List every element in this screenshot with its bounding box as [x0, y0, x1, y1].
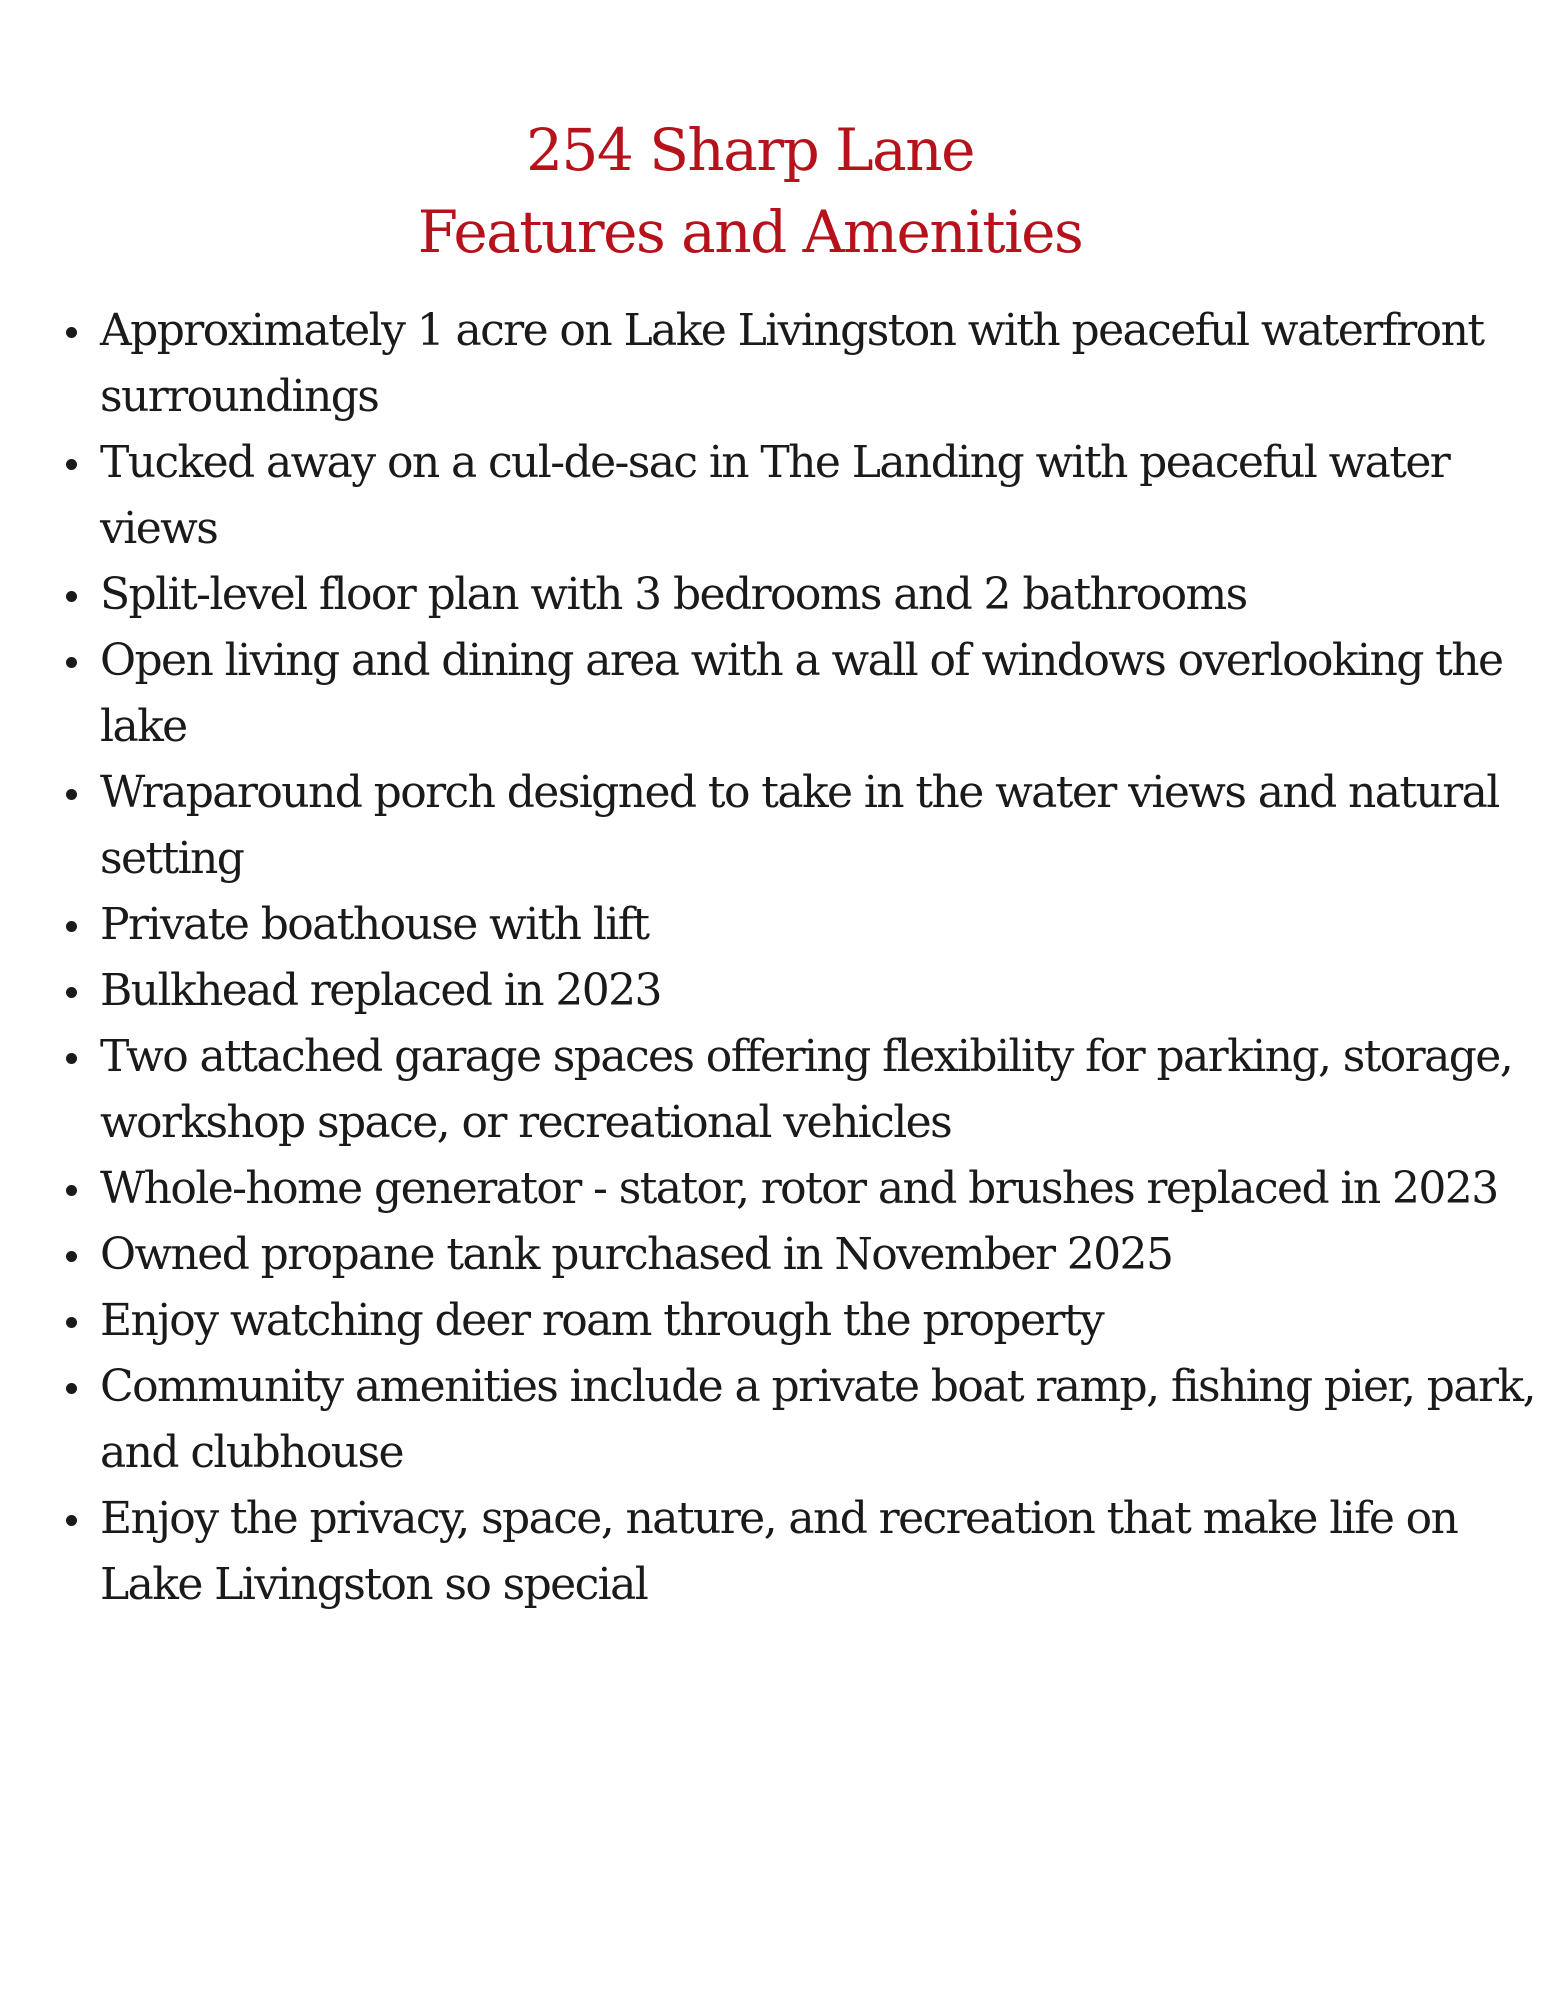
list-item: [100, 562, 1540, 628]
bullet-icon: [66, 789, 77, 800]
bullet-icon: [66, 1383, 77, 1394]
list-item: [100, 1288, 1540, 1354]
bullet-icon: [66, 1053, 77, 1064]
list-item: [100, 1222, 1540, 1288]
feature-text: Approximately 1 acre on Lake Livingston with peaceful waterfront surroundings: [100, 305, 1484, 422]
bullet-icon: [66, 1515, 77, 1526]
feature-text: Owned propane tank purchased in November 2025: [100, 1229, 1173, 1280]
bullet-icon: [66, 987, 77, 998]
bullet-icon: [66, 657, 77, 668]
feature-text: Whole-home generator - stator, rotor and brushes replaced in 2023: [100, 1163, 1498, 1214]
feature-text: Enjoy the privacy, space, nature, and recreation that make life on Lake Livingston so special: [100, 1493, 1458, 1610]
list-item: [100, 1354, 1540, 1486]
feature-text: Private boathouse with lift: [100, 899, 649, 950]
list-item: [100, 1486, 1540, 1618]
page-title: [0, 109, 1500, 273]
list-item: [100, 892, 1540, 958]
bullet-icon: [66, 1317, 77, 1328]
bullet-icon: [66, 921, 77, 932]
title-address: 254 Sharp Lane: [526, 116, 974, 185]
bullet-icon: [66, 459, 77, 470]
bullet-icon: [66, 327, 77, 338]
feature-text: Open living and dining area with a wall of windows overlooking the lake: [100, 635, 1503, 752]
list-item: [100, 760, 1540, 892]
feature-text: Two attached garage spaces offering flexibility for parking, storage, workshop space, or recreational vehicles: [100, 1031, 1513, 1148]
list-item: [100, 430, 1540, 562]
bullet-icon: [66, 591, 77, 602]
list-item: [100, 958, 1540, 1024]
list-item: [100, 628, 1540, 760]
feature-text: Tucked away on a cul-de-sac in The Landing with peaceful water views: [100, 437, 1450, 554]
bullet-icon: [66, 1185, 77, 1196]
bullet-icon: [66, 1251, 77, 1262]
features-list: [100, 298, 1540, 1618]
feature-text: Community amenities include a private boat ramp, fishing pier, park, and clubhouse: [100, 1361, 1535, 1478]
feature-text: Split-level floor plan with 3 bedrooms and 2 bathrooms: [100, 569, 1247, 620]
title-subtitle: Features and Amenities: [417, 198, 1083, 267]
list-item: [100, 298, 1540, 430]
feature-text: Wraparound porch designed to take in the water views and natural setting: [100, 767, 1499, 884]
feature-text: Enjoy watching deer roam through the property: [100, 1295, 1104, 1346]
list-item: [100, 1156, 1540, 1222]
list-item: [100, 1024, 1540, 1156]
feature-text: Bulkhead replaced in 2023: [100, 965, 661, 1016]
